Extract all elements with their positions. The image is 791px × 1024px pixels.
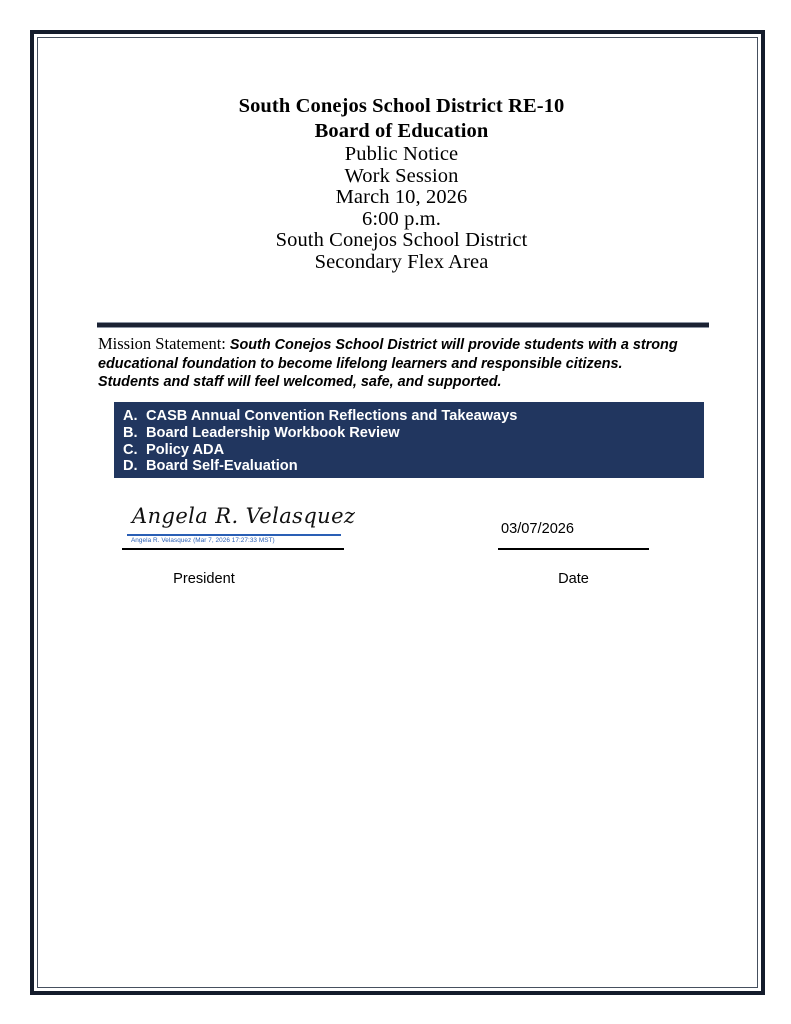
signature-audit-stamp: Angela R. Velasquez (Mar 7, 2026 17:27:33 MST) (131, 537, 275, 544)
date-block (498, 520, 678, 587)
agenda-item-d (114, 458, 704, 475)
document-page (34, 34, 769, 999)
mission-statement-label: Mission Statement: (98, 334, 226, 353)
signature-underline (127, 534, 341, 536)
heading-date: March 10, 2026 (335, 186, 468, 208)
agenda-item-b-label: Board Leadership Workbook Review (146, 424, 400, 441)
agenda-item-c (114, 442, 704, 459)
mission-statement-text-line-2: educational foundation to become lifelong learners and responsible citizens. (98, 355, 623, 372)
signature-role-label: President (173, 571, 235, 587)
page-border-frame (30, 30, 765, 995)
mission-divider-rule (97, 322, 709, 328)
heading-public-notice: Public Notice (344, 143, 459, 165)
mission-statement-block (98, 335, 714, 392)
agenda-item-a (114, 408, 704, 425)
agenda-item-c-letter: C. (123, 441, 138, 458)
agenda-item-a-letter: A. (123, 408, 138, 424)
agenda-item-b-letter: B. (123, 424, 138, 441)
heading-location-district: South Conejos School District (275, 229, 528, 251)
document-heading (34, 94, 769, 273)
date-line-rule (498, 548, 649, 550)
page-title-district: South Conejos School District RE-10 (238, 95, 565, 117)
signature-image: Angela R. Velasquez (132, 504, 356, 528)
agenda-item-a-label: CASB Annual Convention Reflections and Takeaways (146, 408, 518, 424)
agenda-item-b (114, 425, 704, 442)
mission-statement-text-line-3: Students and staff will feel welcomed, safe, and supported. (98, 374, 502, 390)
agenda-items-block (114, 402, 704, 478)
heading-location-room: Secondary Flex Area (314, 250, 489, 273)
signature-block (91, 504, 356, 544)
date-label: Date (558, 571, 589, 587)
agenda-item-c-label: Policy ADA (146, 441, 225, 458)
heading-time: 6:00 p.m. (362, 207, 441, 230)
agenda-item-d-letter: D. (123, 458, 138, 475)
signature-line-rule (122, 548, 344, 550)
mission-statement-text-line-1: South Conejos School District will provide students with a strong (229, 337, 678, 353)
agenda-item-d-label: Board Self-Evaluation (146, 458, 298, 475)
page-title-board: Board of Education (314, 120, 489, 142)
heading-work-session: Work Session (344, 164, 459, 187)
date-value: 03/07/2026 (501, 521, 575, 537)
